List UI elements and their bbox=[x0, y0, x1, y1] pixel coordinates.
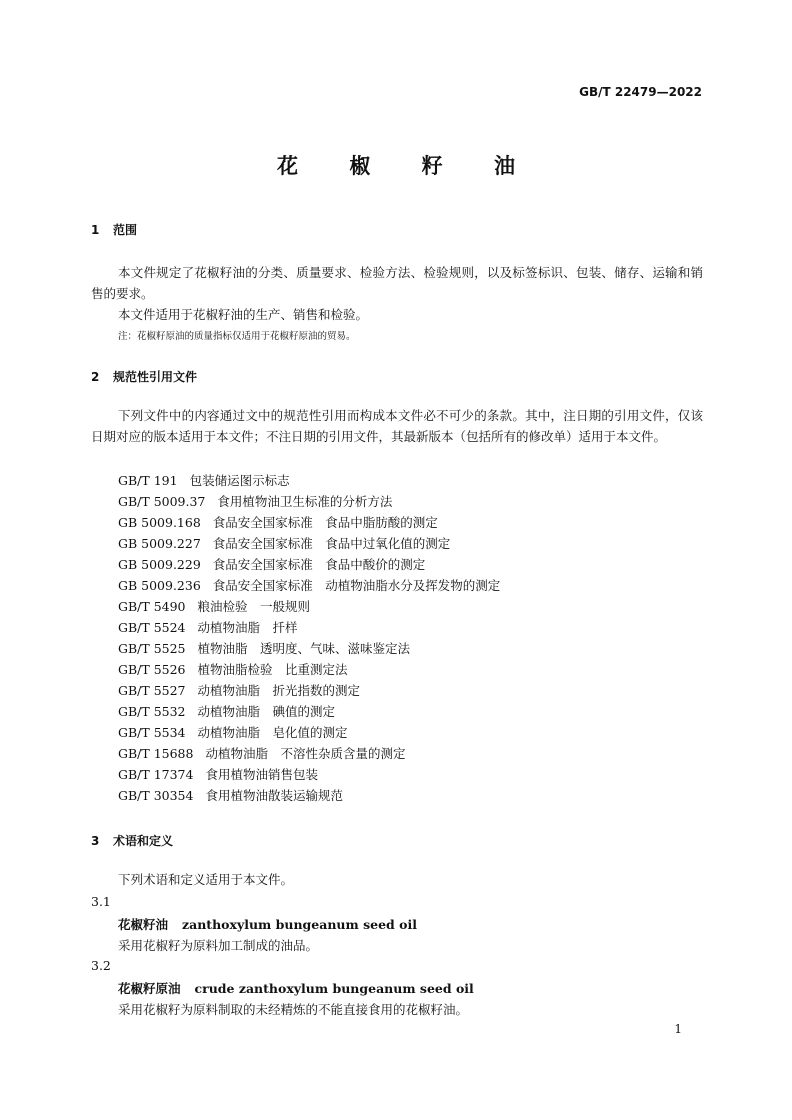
reference-item bbox=[118, 555, 425, 573]
term-heading bbox=[118, 979, 474, 997]
reference-item bbox=[118, 534, 450, 552]
section-number: 3 bbox=[91, 834, 100, 848]
reference-title: 包装储运图示标志 bbox=[189, 473, 290, 488]
reference-code: GB 5009.236 bbox=[118, 578, 201, 593]
reference-item bbox=[118, 702, 335, 720]
reference-code: GB/T 5534 bbox=[118, 725, 186, 740]
reference-title: 食品安全国家标准 食品中脂肪酸的测定 bbox=[212, 515, 438, 530]
reference-title: 动植物油脂 碘值的测定 bbox=[197, 704, 336, 719]
reference-code: GB/T 5526 bbox=[118, 662, 186, 677]
scope-paragraph: 本文件规定了花椒籽油的分类、质量要求、检验方法、检验规则，以及标签标识、包装、储存、运输和销售的要求。 bbox=[91, 265, 703, 301]
section-title: 范围 bbox=[113, 223, 138, 237]
reference-item bbox=[118, 723, 348, 741]
reference-code: GB/T 191 bbox=[118, 473, 178, 488]
reference-code: GB/T 5490 bbox=[118, 599, 186, 614]
term-en: zanthoxylum bungeanum seed oil bbox=[182, 917, 417, 932]
references-intro: 下列文件中的内容通过文中的规范性引用而构成本文件必不可少的条款。其中，注日期的引用文件，仅该日期对应的版本适用于本文件；不注日期的引用文件，其最新版本（包括所有的修改单）适用于本文件。 bbox=[91, 408, 703, 444]
reference-item bbox=[118, 471, 290, 489]
reference-item bbox=[118, 765, 318, 783]
section-1-heading bbox=[91, 221, 137, 238]
page-number: 1 bbox=[674, 1022, 682, 1036]
term-heading bbox=[118, 915, 417, 933]
terms-intro: 下列术语和定义适用于本文件。 bbox=[118, 872, 294, 887]
reference-item bbox=[118, 492, 392, 510]
reference-title: 动植物油脂 扦样 bbox=[197, 620, 298, 635]
reference-title: 动植物油脂 不溶性杂质含量的测定 bbox=[205, 746, 406, 761]
scope-note: 注：花椒籽原油的质量指标仅适用于花椒籽原油的贸易。 bbox=[118, 331, 356, 342]
reference-title: 食品安全国家标准 食品中酸价的测定 bbox=[212, 557, 426, 572]
section-number: 2 bbox=[91, 370, 100, 384]
document-title: 花 椒 籽 油 bbox=[277, 154, 537, 178]
reference-code: GB 5009.168 bbox=[118, 515, 201, 530]
reference-title: 植物油脂 透明度、气味、滋味鉴定法 bbox=[197, 641, 411, 656]
reference-item bbox=[118, 786, 343, 804]
term-definition: 采用花椒籽为原料加工制成的油品。 bbox=[118, 938, 319, 953]
section-title: 规范性引用文件 bbox=[113, 370, 198, 384]
reference-code: GB/T 17374 bbox=[118, 767, 194, 782]
term-zh: 花椒籽原油 bbox=[118, 981, 181, 996]
section-3-heading bbox=[91, 832, 173, 849]
reference-item bbox=[118, 660, 348, 678]
reference-code: GB 5009.227 bbox=[118, 536, 201, 551]
reference-title: 食品安全国家标准 食品中过氧化值的测定 bbox=[212, 536, 451, 551]
reference-title: 动植物油脂 折光指数的测定 bbox=[197, 683, 361, 698]
reference-code: GB/T 5525 bbox=[118, 641, 186, 656]
reference-title: 食用植物油卫生标准的分析方法 bbox=[217, 494, 393, 509]
reference-code: GB/T 5524 bbox=[118, 620, 186, 635]
section-number: 1 bbox=[91, 223, 100, 237]
reference-code: GB/T 5532 bbox=[118, 704, 186, 719]
section-2-heading bbox=[91, 368, 197, 385]
reference-code: GB/T 5009.37 bbox=[118, 494, 206, 509]
reference-title: 粮油检验 一般规则 bbox=[197, 599, 311, 614]
standard-code: GB/T 22479—2022 bbox=[579, 85, 702, 99]
reference-code: GB 5009.229 bbox=[118, 557, 201, 572]
term-definition: 采用花椒籽为原料制取的未经精炼的不能直接食用的花椒籽油。 bbox=[118, 1002, 469, 1017]
reference-title: 食用植物油销售包装 bbox=[205, 767, 318, 782]
reference-item bbox=[118, 597, 310, 615]
term-zh: 花椒籽油 bbox=[118, 917, 169, 932]
scope-applicability: 本文件适用于花椒籽油的生产、销售和检验。 bbox=[118, 307, 369, 322]
reference-item bbox=[118, 513, 438, 531]
term-number: 3.1 bbox=[91, 894, 111, 909]
reference-title: 植物油脂检验 比重测定法 bbox=[197, 662, 348, 677]
term-en: crude zanthoxylum bungeanum seed oil bbox=[194, 981, 474, 996]
reference-code: GB/T 30354 bbox=[118, 788, 194, 803]
reference-item bbox=[118, 681, 360, 699]
reference-item bbox=[118, 576, 500, 594]
reference-title: 食品安全国家标准 动植物油脂水分及挥发物的测定 bbox=[212, 578, 501, 593]
section-title: 术语和定义 bbox=[113, 834, 174, 848]
reference-code: GB/T 5527 bbox=[118, 683, 186, 698]
reference-title: 食用植物油散装运输规范 bbox=[205, 788, 343, 803]
reference-code: GB/T 15688 bbox=[118, 746, 194, 761]
term-number: 3.2 bbox=[91, 958, 111, 973]
reference-item bbox=[118, 639, 410, 657]
reference-item bbox=[118, 744, 405, 762]
reference-title: 动植物油脂 皂化值的测定 bbox=[197, 725, 348, 740]
reference-item bbox=[118, 618, 298, 636]
